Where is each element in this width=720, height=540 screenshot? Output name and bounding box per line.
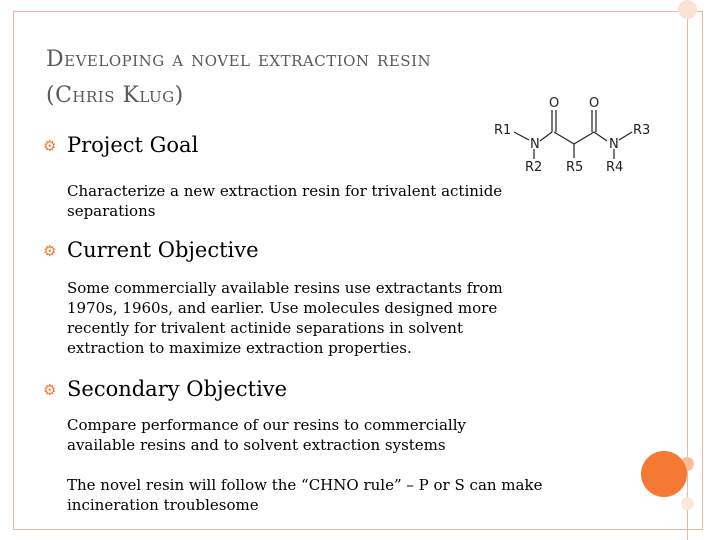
text-line: recently for trivalent actinide separations in solvent [67,319,463,337]
text-line: Some commercially available resins use extractants from [67,279,503,297]
r3-label: R3 [633,123,651,138]
text-line: 1970s, 1960s, and earlier. Use molecules designed more [67,299,498,317]
oxygen-label-1: O [549,96,560,111]
text-line: incineration troublesome [67,496,259,514]
r5-label: R5 [566,160,584,175]
oxygen-label-2: O [589,96,600,111]
decorative-circle [678,0,697,19]
bullet-text [67,415,567,455]
nitrogen-label-1: N [530,137,540,152]
bullet-text [67,278,567,358]
malonamide-structure-diagram [488,92,658,177]
title-line-2: (Chris Klug) [46,83,184,108]
gear-bullet-icon: ⚙ [43,242,57,260]
decorative-circle-large [641,451,687,497]
text-line: extraction to maximize extraction properties. [67,339,412,357]
text-line: available resins and to solvent extraction systems [67,436,446,454]
r4-label: R4 [606,160,624,175]
text-line: separations [67,202,156,220]
bullet-text [67,181,567,221]
gear-bullet-icon: ⚙ [43,137,57,155]
bullet-heading: Secondary Objective [67,377,288,401]
r2-label: R2 [525,160,543,175]
text-line: Characterize a new extraction resin for trivalent actinide [67,182,503,200]
bullet-text [67,475,607,515]
text-line: Compare performance of our resins to commercially [67,416,466,434]
gear-bullet-icon: ⚙ [43,381,57,399]
bullet-heading: Current Objective [67,238,259,262]
title-line-1: Developing a novel extraction resin [46,47,432,72]
decorative-circle [681,497,694,510]
r1-label: R1 [494,123,512,138]
nitrogen-label-2: N [609,137,619,152]
bullet-heading: Project Goal [67,133,199,157]
text-line: The novel resin will follow the “CHNO rule” – P or S can make [67,476,543,494]
